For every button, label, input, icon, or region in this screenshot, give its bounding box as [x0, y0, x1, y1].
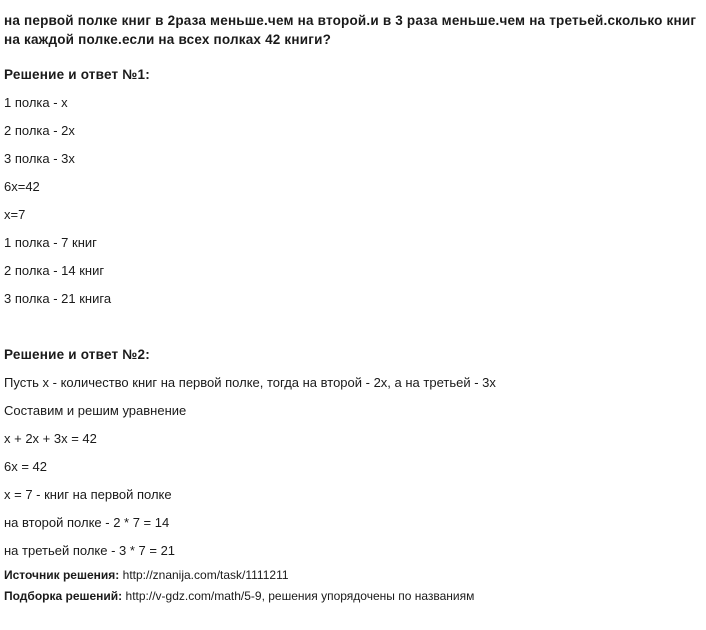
solution-1-line: 6х=42: [4, 179, 40, 194]
selection-link[interactable]: http://v-gdz.com/math/5-9: [125, 589, 262, 603]
solution-2-line: х = 7 - книг на первой полке: [4, 487, 172, 502]
selection-label: Подборка решений:: [4, 589, 123, 603]
solution-1-line: 3 полка - 21 книга: [4, 291, 112, 306]
solution-2-line: на третьей полке - 3 * 7 = 21: [4, 543, 176, 558]
source-label: Источник решения:: [4, 568, 120, 582]
selection-line: [4, 589, 704, 604]
solution-1-body: [4, 95, 704, 307]
source-line: [4, 568, 704, 583]
solution-2-body: [4, 375, 704, 559]
solution-2-line: Пусть х - количество книг на первой полке, тогда на второй - 2х, а на третьей - 3х: [4, 375, 496, 390]
solution-1-line: х=7: [4, 207, 26, 222]
solution-1-line: 2 полка - 14 книг: [4, 263, 105, 278]
solution-1-line: 1 полка - х: [4, 95, 68, 110]
solution-1-line: 1 полка - 7 книг: [4, 235, 97, 250]
solution-2-line: х + 2х + 3х = 42: [4, 431, 97, 446]
solution-1-line: 2 полка - 2х: [4, 123, 75, 138]
selection-rest: , решения упорядочены по названиям: [261, 589, 475, 603]
page-content: [4, 0, 704, 604]
question-text: на первой полке книг в 2раза меньше.чем на второй.и в 3 раза меньше.чем на третьей.сколько книг на каждой полке.если на всех полках 42 книги?: [4, 13, 697, 47]
solution-2-line: Составим и решим уравнение: [4, 403, 187, 418]
solution-1-line: 3 полка - 3х: [4, 151, 75, 166]
solution-2-line: на второй полке - 2 * 7 = 14: [4, 515, 170, 530]
solution-2-line: 6х = 42: [4, 459, 48, 474]
source-value: http://znanija.com/task/1111211: [122, 568, 289, 582]
solution-2-heading: Решение и ответ №2:: [4, 347, 150, 362]
solution-1-heading: Решение и ответ №1:: [4, 67, 150, 82]
